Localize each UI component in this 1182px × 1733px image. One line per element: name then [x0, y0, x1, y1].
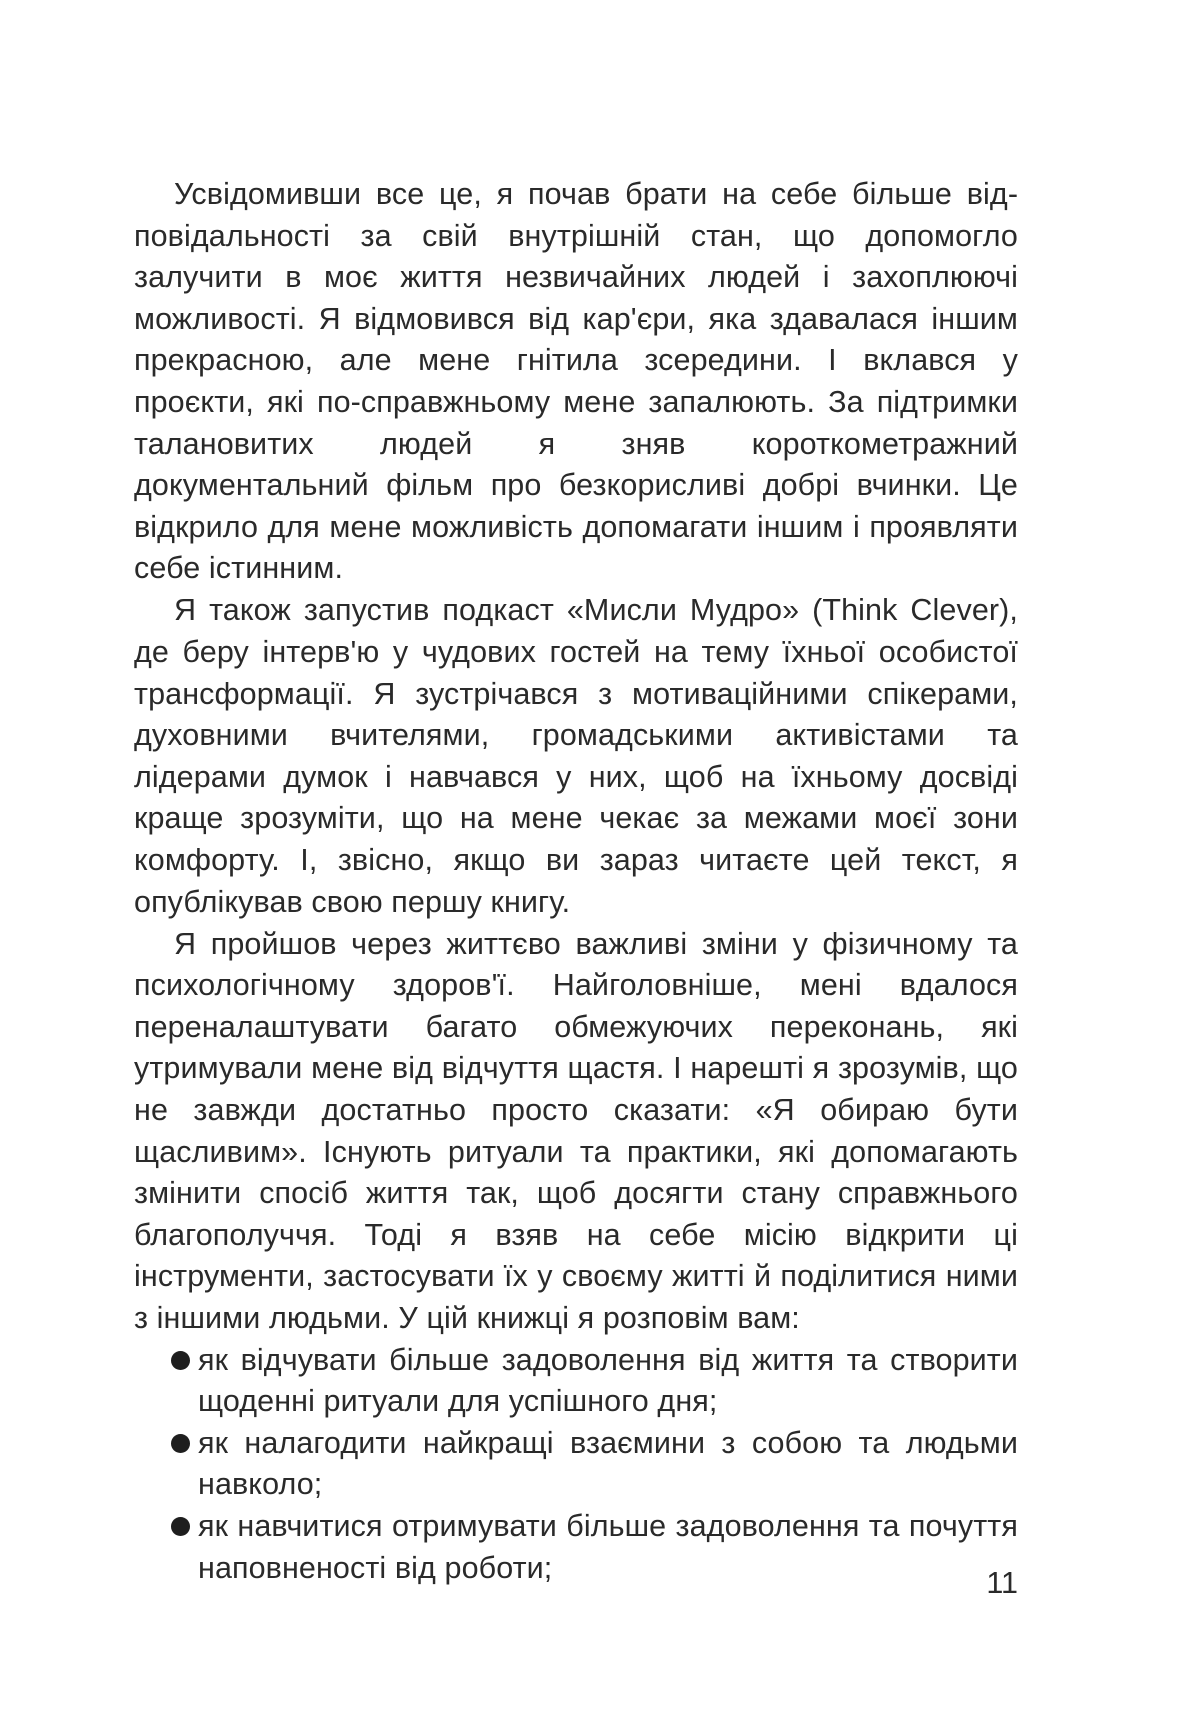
bullet-icon [171, 1351, 190, 1370]
paragraph-3: Я пройшов через життєво важливі зміни у фізичному та психологічному здоров'ї. Найголовніше, мені вдалося переналаштувати багато обмежуючих переконань, які утримували мене від відчуття щастя. І нарешті я зрозумів, що не завжди достатньо просто сказати: «Я обираю бути щасливим». Існують ритуали та практики, які допомагають змінити спосіб життя так, щоб досягти стану справжнього благополуччя. Тоді я взяв на себе місію відкрити ці інструменти, застосувати їх у своєму житті й поділитися ними з іншими людьми. У цій книжці я розповім вам: [134, 926, 1018, 1336]
page-number: 11 [986, 1566, 1018, 1600]
list-item [134, 1423, 1018, 1506]
list-item [134, 1340, 1018, 1423]
bullet-text: як навчитися отримувати більше задоволення та почуття наповненості від роботи; [198, 1509, 1018, 1585]
bullet-icon [171, 1517, 190, 1536]
bullet-text: як налагодити найкращі взаємини з собою та людьми навколо; [198, 1425, 1018, 1502]
bullet-text: як відчувати більше задоволення від життя та створити щоденні ритуали для успішного дня; [198, 1342, 1018, 1419]
body-text [134, 174, 1018, 1589]
paragraph-1: Усвідомивши все це, я почав брати на себе більше відповідальності за свій внутрішній стан, що допомогло залучити в моє життя незвичайних людей і захоплюючі можливості. Я відмовився від кар'єри, яка здавалася іншим прекрасною, але мене гнітила зсередини. І вклався у проєкти, які по-справжньому мене запалюють. За підтримки талановитих людей я зняв короткометражний документальний фільм про безкорисливі добрі вчинки. Це відкрило для мене можливість допомагати іншим і проявляти себе істинним. [134, 177, 1018, 586]
paragraph-2: Я також запустив подкаст «Мисли Мудро» (Think Clever), де беру інтерв'ю у чудових гостей на тему їхньої особистої трансформації. Я зустрічався з мотиваційними спікерами, духовними вчителями, громадськими активістами та лідерами думок і навчався у них, щоб на їхньому досвіді краще зрозуміти, що на мене чекає за межами моєї зони комфорту. І, звісно, якщо ви зараз читаєте цей текст, я опублікував свою першу книгу. [134, 593, 1018, 919]
list-item [134, 1506, 1018, 1589]
bullet-icon [171, 1434, 190, 1453]
bullet-list [134, 1340, 1018, 1590]
